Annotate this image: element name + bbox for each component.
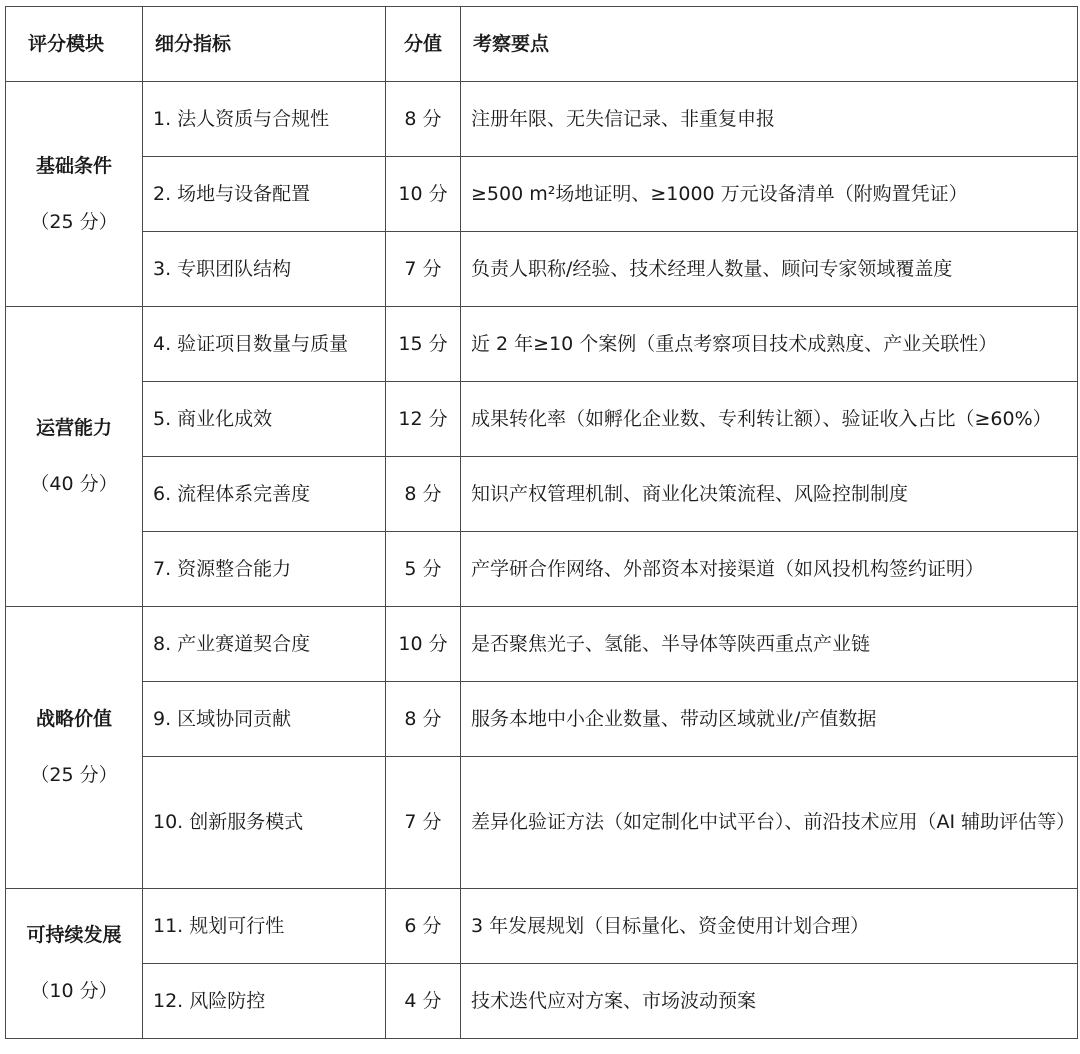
indicator-cell: 12. 风险防控 <box>143 964 386 1039</box>
points-cell: 知识产权管理机制、商业化决策流程、风险控制制度 <box>461 457 1078 532</box>
table-header-row <box>6 7 1078 82</box>
table-row <box>6 157 1078 232</box>
score-cell: 4 分 <box>386 964 461 1039</box>
score-cell: 8 分 <box>386 82 461 157</box>
indicator-cell: 4. 验证项目数量与质量 <box>143 307 386 382</box>
module-total: （25 分） <box>30 764 118 786</box>
scoring-table <box>5 6 1078 1039</box>
score-cell: 15 分 <box>386 307 461 382</box>
points-cell: 注册年限、无失信记录、非重复申报 <box>461 82 1078 157</box>
table-row <box>6 457 1078 532</box>
module-total: （10 分） <box>30 980 118 1002</box>
header-score: 分值 <box>386 7 461 82</box>
indicator-cell: 9. 区域协同贡献 <box>143 682 386 757</box>
points-cell: 差异化验证方法（如定制化中试平台）、前沿技术应用（AI 辅助评估等） <box>461 757 1078 889</box>
indicator-cell: 2. 场地与设备配置 <box>143 157 386 232</box>
points-cell: ≥500 m²场地证明、≥1000 万元设备清单（附购置凭证） <box>461 157 1078 232</box>
table-row <box>6 307 1078 382</box>
table-row <box>6 889 1078 964</box>
module-name: 运营能力 <box>35 417 112 440</box>
indicator-cell: 8. 产业赛道契合度 <box>143 607 386 682</box>
points-cell: 是否聚焦光子、氢能、半导体等陕西重点产业链 <box>461 607 1078 682</box>
module-name: 战略价值 <box>35 708 112 731</box>
table-row <box>6 82 1078 157</box>
score-cell: 6 分 <box>386 889 461 964</box>
points-cell: 成果转化率（如孵化企业数、专利转让额）、验证收入占比（≥60%） <box>461 382 1078 457</box>
indicator-cell: 1. 法人资质与合规性 <box>143 82 386 157</box>
module-name: 可持续发展 <box>26 924 122 947</box>
indicator-cell: 3. 专职团队结构 <box>143 232 386 307</box>
points-cell: 技术迭代应对方案、市场波动预案 <box>461 964 1078 1039</box>
score-cell: 12 分 <box>386 382 461 457</box>
indicator-cell: 5. 商业化成效 <box>143 382 386 457</box>
table-row <box>6 382 1078 457</box>
header-points: 考察要点 <box>461 7 1078 82</box>
points-cell: 3 年发展规划（目标量化、资金使用计划合理） <box>461 889 1078 964</box>
module-cell <box>6 307 143 607</box>
points-cell: 产学研合作网络、外部资本对接渠道（如风投机构签约证明） <box>461 532 1078 607</box>
score-cell: 7 分 <box>386 232 461 307</box>
indicator-cell: 10. 创新服务模式 <box>143 757 386 889</box>
score-cell: 8 分 <box>386 682 461 757</box>
module-total: （40 分） <box>30 473 118 495</box>
module-cell <box>6 889 143 1039</box>
score-cell: 10 分 <box>386 157 461 232</box>
score-cell: 8 分 <box>386 457 461 532</box>
points-cell: 负责人职称/经验、技术经理人数量、顾问专家领域覆盖度 <box>461 232 1078 307</box>
module-cell <box>6 607 143 889</box>
table-row <box>6 232 1078 307</box>
table-row <box>6 964 1078 1039</box>
score-cell: 10 分 <box>386 607 461 682</box>
indicator-cell: 11. 规划可行性 <box>143 889 386 964</box>
module-cell <box>6 82 143 307</box>
header-indicator: 细分指标 <box>143 7 386 82</box>
table-row <box>6 757 1078 889</box>
module-total: （25 分） <box>30 210 118 233</box>
points-cell: 服务本地中小企业数量、带动区域就业/产值数据 <box>461 682 1078 757</box>
module-name: 基础条件 <box>35 154 112 177</box>
indicator-cell: 6. 流程体系完善度 <box>143 457 386 532</box>
table-row <box>6 607 1078 682</box>
points-cell: 近 2 年≥10 个案例（重点考察项目技术成熟度、产业关联性） <box>461 307 1078 382</box>
score-cell: 5 分 <box>386 532 461 607</box>
indicator-cell: 7. 资源整合能力 <box>143 532 386 607</box>
header-module: 评分模块 <box>6 7 143 82</box>
score-cell: 7 分 <box>386 757 461 889</box>
table-row <box>6 532 1078 607</box>
table-row <box>6 682 1078 757</box>
